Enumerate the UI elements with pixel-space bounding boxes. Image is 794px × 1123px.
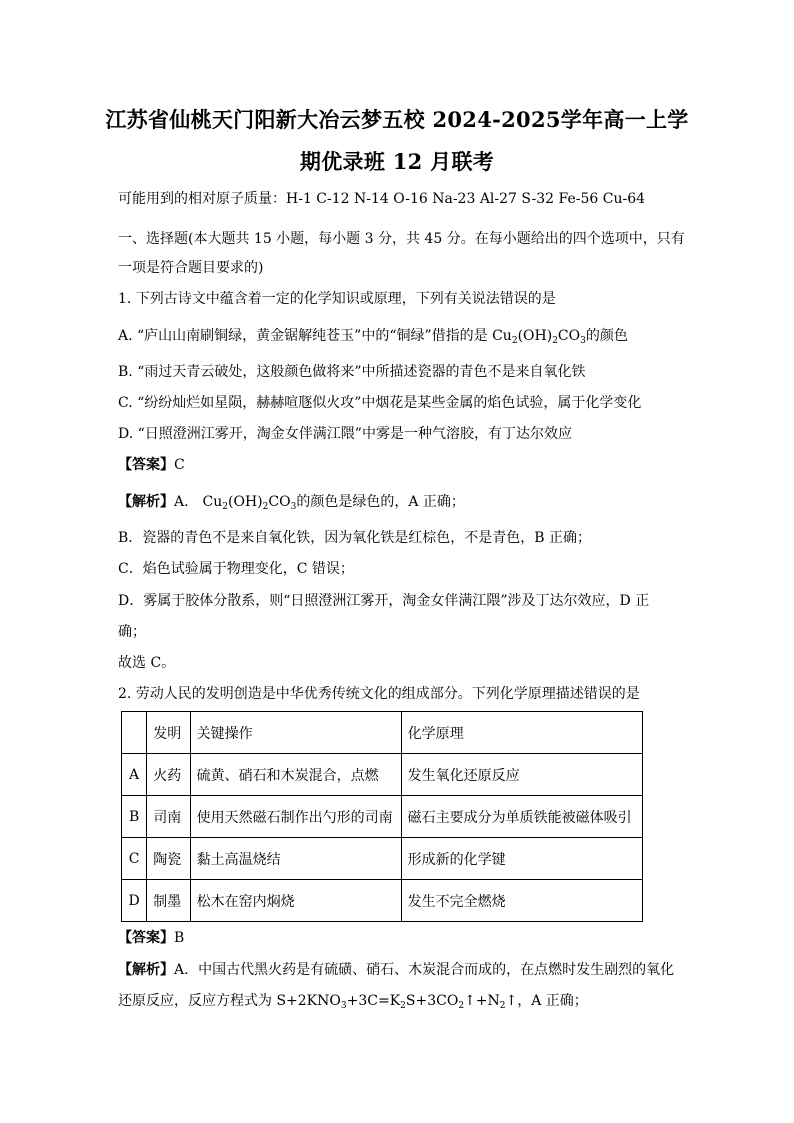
formula-part: CO bbox=[268, 494, 291, 510]
table-header-cell bbox=[122, 712, 147, 754]
analysis-text: A．中国古代黑火药是有硫磺、硝石、木炭混合而成的，在点燃时发生剧烈的氧化 bbox=[174, 962, 675, 978]
table-header-row bbox=[122, 712, 643, 754]
table-cell: 黏土高温烧结 bbox=[190, 838, 401, 880]
table-cell: 松木在窑内焖烧 bbox=[190, 880, 401, 922]
question-1-option-d: D. “日照澄洲江雾开，淘金女伴满江隈”中雾是一种气溶胶，有丁达尔效应 bbox=[118, 426, 572, 442]
subscript: 2 bbox=[511, 336, 518, 346]
question-1-stem: 1. 下列古诗文中蕴含着一定的化学知识或原理，下列有关说法错误的是 bbox=[118, 291, 556, 307]
table-cell: 陶瓷 bbox=[147, 838, 190, 880]
page-title-line2: 期优录班 12 月联考 bbox=[299, 149, 495, 174]
question-1-option-a bbox=[118, 326, 678, 351]
table-cell: 司南 bbox=[147, 796, 190, 838]
question-2-analysis-a-line2 bbox=[118, 991, 678, 1016]
table-cell: A bbox=[122, 754, 147, 796]
question-1-answer bbox=[118, 455, 678, 475]
question-1-analysis-b: B．瓷器的青色不是来自氧化铁，因为氧化铁是红棕色，不是青色，B 正确； bbox=[118, 530, 592, 546]
subscript: 3 bbox=[340, 1001, 347, 1011]
answer-label: 【答案】 bbox=[118, 930, 174, 946]
atomic-mass-label: 可能用到的相对原子质量： bbox=[118, 191, 286, 207]
atomic-mass-values: H-1 C-12 N-14 O-16 Na-23 Al-27 S-32 Fe-56 Cu-64 bbox=[286, 191, 646, 207]
table-cell: 硫黄、硝石和木炭混合，点燃 bbox=[190, 754, 401, 796]
table-cell: 发生氧化还原反应 bbox=[401, 754, 642, 796]
subscript: 2 bbox=[400, 1001, 406, 1011]
table-header-cell: 发明 bbox=[147, 712, 190, 754]
analysis-label: 【解析】 bbox=[118, 494, 174, 510]
question-1-conclusion: 故选 C。 bbox=[118, 655, 176, 671]
subscript: 2 bbox=[222, 502, 229, 512]
table-cell: B bbox=[122, 796, 147, 838]
subscript: 2 bbox=[458, 1001, 465, 1011]
atomic-mass-line bbox=[118, 189, 678, 209]
table-row bbox=[122, 754, 643, 796]
subscript: 3 bbox=[580, 336, 586, 346]
page-title-line1: 江苏省仙桃天门阳新大冶云梦五校 2024-2025学年高一上学 bbox=[105, 107, 689, 132]
subscript: 2 bbox=[262, 502, 269, 512]
question-1-option-c: C. “纷纷灿烂如星陨，赫赫喧豗似火攻”中烟花是某些金属的焰色试验，属于化学变化 bbox=[118, 395, 642, 411]
section-heading-line1: 一、选择题(本大题共 15 小题，每小题 3 分，共 45 分。在每小题给出的四个选项中，只有 bbox=[118, 231, 685, 247]
inventions-table bbox=[121, 711, 643, 922]
option-a-text: A. “庐山山南刷铜绿，黄金锯解纯苍玉”中的“铜绿”借指的是 Cu bbox=[118, 328, 512, 344]
table-cell: 制墨 bbox=[147, 880, 190, 922]
question-1-analysis-d-line1: D．雾属于胶体分散系，则“日照澄洲江雾开，淘金女伴满江隈”涉及丁达尔效应，D 正 bbox=[118, 593, 650, 609]
formula-part: (OH) bbox=[228, 494, 263, 510]
table-cell: 磁石主要成分为单质铁能被磁体吸引 bbox=[401, 796, 642, 838]
option-a-suffix: 的颜色 bbox=[585, 328, 628, 344]
table-cell: 火药 bbox=[147, 754, 190, 796]
analysis-text: 还原反应，反应方程式为 S+2KNO bbox=[118, 993, 341, 1009]
formula-part: (OH) bbox=[517, 328, 553, 344]
answer-label: 【答案】 bbox=[118, 457, 174, 473]
table-cell: 使用天然磁石制作出勺形的司南 bbox=[190, 796, 401, 838]
answer-value: C bbox=[174, 457, 185, 473]
table-cell: C bbox=[122, 838, 147, 880]
question-1-analysis-d-line2: 确； bbox=[118, 624, 146, 640]
analysis-text: 的颜色是绿色的，A 正确； bbox=[296, 494, 465, 510]
formula-part: ↑+N bbox=[464, 993, 500, 1009]
answer-value: B bbox=[174, 930, 185, 946]
section-heading-line2: 一项是符合题目要求的) bbox=[118, 260, 264, 276]
table-cell: 形成新的化学键 bbox=[401, 838, 642, 880]
analysis-text: ↑，A 正确； bbox=[505, 993, 588, 1009]
subscript: 2 bbox=[552, 336, 558, 346]
subscript: 3 bbox=[290, 502, 297, 512]
table-row bbox=[122, 880, 643, 922]
question-2-analysis-a-line1 bbox=[118, 960, 678, 980]
subscript: 2 bbox=[499, 1001, 506, 1011]
table-cell: D bbox=[122, 880, 147, 922]
table-row bbox=[122, 796, 643, 838]
formula-part: S+3CO bbox=[405, 993, 459, 1009]
question-2-stem: 2. 劳动人民的发明创造是中华优秀传统文化的组成部分。下列化学原理描述错误的是 bbox=[118, 686, 640, 702]
question-1-option-b: B. “雨过天青云破处，这般颜色做将来”中所描述瓷器的青色不是来自氧化铁 bbox=[118, 364, 586, 380]
analysis-label: 【解析】 bbox=[118, 962, 174, 978]
question-1-analysis-c: C．焰色试验属于物理变化，C 错误； bbox=[118, 561, 354, 577]
table-header-cell: 化学原理 bbox=[401, 712, 642, 754]
formula-part: +3C=K bbox=[346, 993, 401, 1009]
question-1-analysis-a bbox=[118, 492, 678, 517]
question-2-answer bbox=[118, 928, 678, 948]
table-cell: 发生不完全燃烧 bbox=[401, 880, 642, 922]
table-header-cell: 关键操作 bbox=[190, 712, 401, 754]
analysis-text: A． Cu bbox=[174, 494, 223, 510]
formula-part: CO bbox=[557, 328, 581, 344]
table-row bbox=[122, 838, 643, 880]
